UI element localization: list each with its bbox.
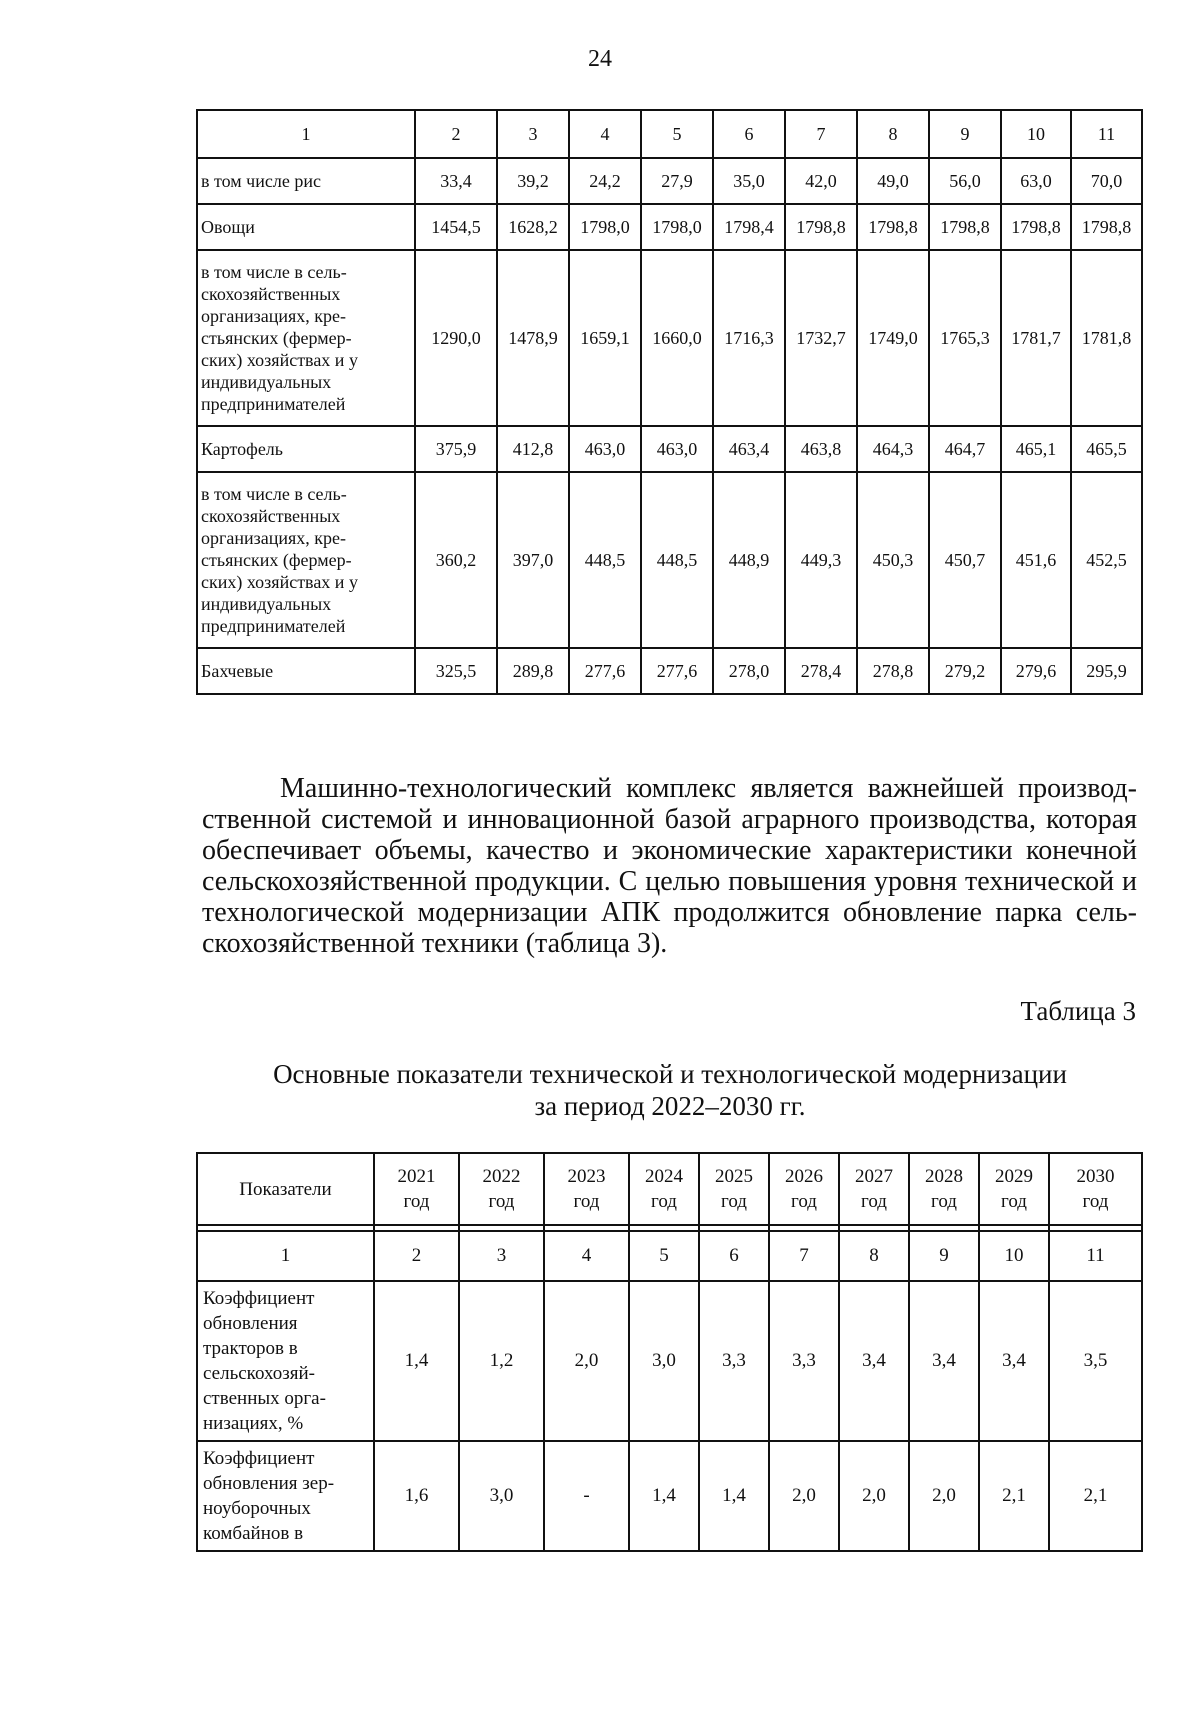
table-title-line-1: Основные показатели технической и технологической модернизации	[273, 1059, 1067, 1089]
year-value: 2025	[715, 1166, 753, 1187]
year-header-cell	[459, 1153, 544, 1225]
row-label-line: Коэффициент	[203, 1448, 315, 1469]
value-cell: 448,5	[569, 472, 641, 648]
row-label: Картофель	[197, 426, 415, 472]
value-cell: 277,6	[641, 648, 713, 694]
year-value: 2028	[925, 1166, 963, 1187]
row-label-line: организациях, кре-	[201, 306, 347, 326]
table-title	[180, 1058, 1160, 1122]
value-cell: 1478,9	[497, 250, 569, 426]
header-cell: 9	[929, 110, 1001, 158]
value-cell: 1660,0	[641, 250, 713, 426]
value-cell: 1798,8	[857, 204, 929, 250]
row-label-line: организациях, кре-	[201, 528, 347, 548]
value-cell: 463,0	[569, 426, 641, 472]
row-label	[197, 1441, 374, 1551]
year-value: 2026	[785, 1166, 823, 1187]
value-cell: 3,0	[459, 1441, 544, 1551]
header-cell: 2	[415, 110, 497, 158]
year-value: 2029	[995, 1166, 1033, 1187]
column-number-cell: 7	[769, 1231, 839, 1281]
row-label-line: стьянских (фермер-	[201, 328, 352, 348]
year-header-cell	[1049, 1153, 1142, 1225]
value-cell: 27,9	[641, 158, 713, 204]
value-cell: 448,5	[641, 472, 713, 648]
header-cell: 3	[497, 110, 569, 158]
value-cell: 1798,0	[641, 204, 713, 250]
row-label-line: индивидуальных	[201, 594, 332, 614]
value-cell: 24,2	[569, 158, 641, 204]
header-cell: 6	[713, 110, 785, 158]
value-cell: 3,5	[1049, 1281, 1142, 1441]
row-label	[197, 472, 415, 648]
value-cell: 70,0	[1071, 158, 1142, 204]
value-cell: 3,3	[769, 1281, 839, 1441]
column-number-cell: 8	[839, 1231, 909, 1281]
row-label	[197, 250, 415, 426]
row-label-line: ских) хозяйствах и у	[201, 572, 358, 592]
year-suffix: год	[651, 1191, 677, 1212]
value-cell: 1798,8	[929, 204, 1001, 250]
year-suffix: год	[931, 1191, 957, 1212]
value-cell: 450,7	[929, 472, 1001, 648]
value-cell: 3,4	[839, 1281, 909, 1441]
value-cell: 1749,0	[857, 250, 929, 426]
value-cell: 42,0	[785, 158, 857, 204]
page-number: 24	[588, 46, 612, 72]
year-value: 2021	[397, 1166, 436, 1187]
value-cell: 375,9	[415, 426, 497, 472]
header-cell: 5	[641, 110, 713, 158]
value-cell: 2,0	[839, 1441, 909, 1551]
row-label-line: ноуборочных	[203, 1498, 311, 1519]
column-number-cell: 11	[1049, 1231, 1142, 1281]
value-cell: 1,4	[374, 1281, 459, 1441]
value-cell: 412,8	[497, 426, 569, 472]
row-label-line: предпринимателей	[201, 394, 346, 414]
value-cell: 465,5	[1071, 426, 1142, 472]
year-suffix: год	[721, 1191, 747, 1212]
year-suffix: год	[861, 1191, 887, 1212]
row-label-line: Коэффициент	[203, 1288, 315, 1309]
value-cell: 1716,3	[713, 250, 785, 426]
row-label-line: ственных орга-	[203, 1388, 326, 1409]
year-suffix: год	[488, 1191, 515, 1212]
value-cell: 449,3	[785, 472, 857, 648]
header-cell: 10	[1001, 110, 1071, 158]
value-cell: 464,7	[929, 426, 1001, 472]
value-cell: 1,4	[699, 1441, 769, 1551]
value-cell: 289,8	[497, 648, 569, 694]
value-cell: 279,2	[929, 648, 1001, 694]
table-row	[197, 648, 1142, 694]
row-label-line: предпринимателей	[201, 616, 346, 636]
header-cell: 8	[857, 110, 929, 158]
value-cell: 1798,4	[713, 204, 785, 250]
table-row	[197, 1441, 1142, 1551]
value-cell: 63,0	[1001, 158, 1071, 204]
column-number-cell: 5	[629, 1231, 699, 1281]
crop-production-table	[196, 109, 1143, 695]
table-row	[197, 204, 1142, 250]
year-suffix: год	[573, 1191, 600, 1212]
year-suffix: год	[403, 1191, 430, 1212]
column-number-cell: 6	[699, 1231, 769, 1281]
value-cell: 448,9	[713, 472, 785, 648]
row-label-line: стьянских (фермер-	[201, 550, 352, 570]
value-cell: 33,4	[415, 158, 497, 204]
value-cell: 465,1	[1001, 426, 1071, 472]
column-number-cell: 10	[979, 1231, 1049, 1281]
value-cell: 1798,8	[785, 204, 857, 250]
column-number-cell: 1	[197, 1231, 374, 1281]
column-number-row	[197, 1231, 1142, 1281]
value-cell: 1798,8	[1001, 204, 1071, 250]
value-cell: 360,2	[415, 472, 497, 648]
value-cell: 1628,2	[497, 204, 569, 250]
value-cell: 277,6	[569, 648, 641, 694]
value-cell: 278,4	[785, 648, 857, 694]
table-row	[197, 1281, 1142, 1441]
body-paragraph	[202, 773, 1137, 959]
year-suffix: год	[1001, 1191, 1027, 1212]
row-label: Овощи	[197, 204, 415, 250]
year-header-cell	[769, 1153, 839, 1225]
value-cell: 325,5	[415, 648, 497, 694]
value-cell: 1454,5	[415, 204, 497, 250]
row-label-line: низациях, %	[203, 1413, 304, 1434]
value-cell: 3,0	[629, 1281, 699, 1441]
column-number-cell: 2	[374, 1231, 459, 1281]
table-row	[197, 426, 1142, 472]
value-cell: 35,0	[713, 158, 785, 204]
table-title-line-2: за период 2022–2030 гг.	[534, 1091, 806, 1121]
value-cell: 1,6	[374, 1441, 459, 1551]
header-cell: 7	[785, 110, 857, 158]
value-cell: 2,1	[1049, 1441, 1142, 1551]
value-cell: 278,8	[857, 648, 929, 694]
header-cell: 1	[197, 110, 415, 158]
table-row	[197, 472, 1142, 648]
value-cell: 2,1	[979, 1441, 1049, 1551]
value-cell: 1765,3	[929, 250, 1001, 426]
value-cell: 1798,0	[569, 204, 641, 250]
value-cell: 1659,1	[569, 250, 641, 426]
value-cell: 1798,8	[1071, 204, 1142, 250]
value-cell: 1781,8	[1071, 250, 1142, 426]
value-cell: 1,4	[629, 1441, 699, 1551]
table-header-row	[197, 110, 1142, 158]
years-header-row	[197, 1153, 1142, 1225]
year-header-cell	[374, 1153, 459, 1225]
modernization-table	[196, 1152, 1143, 1552]
value-cell: 464,3	[857, 426, 929, 472]
year-value: 2022	[482, 1166, 521, 1187]
value-cell: 295,9	[1071, 648, 1142, 694]
value-cell: 279,6	[1001, 648, 1071, 694]
row-label-line: сельскохозяй-	[203, 1363, 315, 1384]
table-row	[197, 158, 1142, 204]
value-cell: 2,0	[769, 1441, 839, 1551]
value-cell: 397,0	[497, 472, 569, 648]
row-label-line: скохозяйственных	[201, 506, 341, 526]
table-row	[197, 250, 1142, 426]
row-label-line: в том числе в сель-	[201, 262, 347, 282]
row-label-line: тракторов в	[203, 1338, 298, 1359]
year-header-cell	[699, 1153, 769, 1225]
paragraph-text: Машинно-технологический комплекс является важнейшей производ-ственной системой и инновационной базой аграрного производства, которая обеспечивает объемы, качество и экономические характеристики конечной сельскохозяйственной продукции. С целью повышения уровня технической и технологической модернизации АПК продолжится обновление парка сель-скохозяйственной техники (таблица 3).	[202, 773, 1137, 959]
value-cell: 1290,0	[415, 250, 497, 426]
year-suffix: год	[791, 1191, 817, 1212]
row-label-line: индивидуальных	[201, 372, 332, 392]
value-cell: 1,2	[459, 1281, 544, 1441]
value-cell: 2,0	[909, 1441, 979, 1551]
header-cell: 4	[569, 110, 641, 158]
row-label-line: обновления	[203, 1313, 298, 1334]
row-label: в том числе рис	[197, 158, 415, 204]
column-number-cell: 3	[459, 1231, 544, 1281]
year-value: 2027	[855, 1166, 893, 1187]
value-cell: 3,4	[909, 1281, 979, 1441]
table-caption: Таблица 3	[1020, 996, 1136, 1026]
year-header-cell	[544, 1153, 629, 1225]
value-cell: 3,3	[699, 1281, 769, 1441]
header-cell: 11	[1071, 110, 1142, 158]
value-cell: 3,4	[979, 1281, 1049, 1441]
row-label-line: комбайнов в	[203, 1523, 304, 1544]
row-label-line: скохозяйственных	[201, 284, 341, 304]
year-header-cell	[979, 1153, 1049, 1225]
value-cell: -	[544, 1441, 629, 1551]
year-value: 2030	[1076, 1166, 1115, 1187]
row-label-line: обновления зер-	[203, 1473, 335, 1494]
value-cell: 451,6	[1001, 472, 1071, 648]
row-label-line: в том числе в сель-	[201, 484, 347, 504]
year-header-cell	[839, 1153, 909, 1225]
value-cell: 49,0	[857, 158, 929, 204]
value-cell: 450,3	[857, 472, 929, 648]
value-cell: 452,5	[1071, 472, 1142, 648]
value-cell: 2,0	[544, 1281, 629, 1441]
row-label	[197, 1281, 374, 1441]
year-value: 2023	[567, 1166, 606, 1187]
value-cell: 463,8	[785, 426, 857, 472]
year-suffix: год	[1082, 1191, 1109, 1212]
indicators-header: Показатели	[197, 1153, 374, 1225]
value-cell: 56,0	[929, 158, 1001, 204]
column-number-cell: 4	[544, 1231, 629, 1281]
value-cell: 1732,7	[785, 250, 857, 426]
value-cell: 463,0	[641, 426, 713, 472]
year-header-cell	[629, 1153, 699, 1225]
row-label-line: ских) хозяйствах и у	[201, 350, 358, 370]
value-cell: 39,2	[497, 158, 569, 204]
year-header-cell	[909, 1153, 979, 1225]
value-cell: 463,4	[713, 426, 785, 472]
year-value: 2024	[645, 1166, 683, 1187]
value-cell: 278,0	[713, 648, 785, 694]
column-number-cell: 9	[909, 1231, 979, 1281]
row-label: Бахчевые	[197, 648, 415, 694]
value-cell: 1781,7	[1001, 250, 1071, 426]
